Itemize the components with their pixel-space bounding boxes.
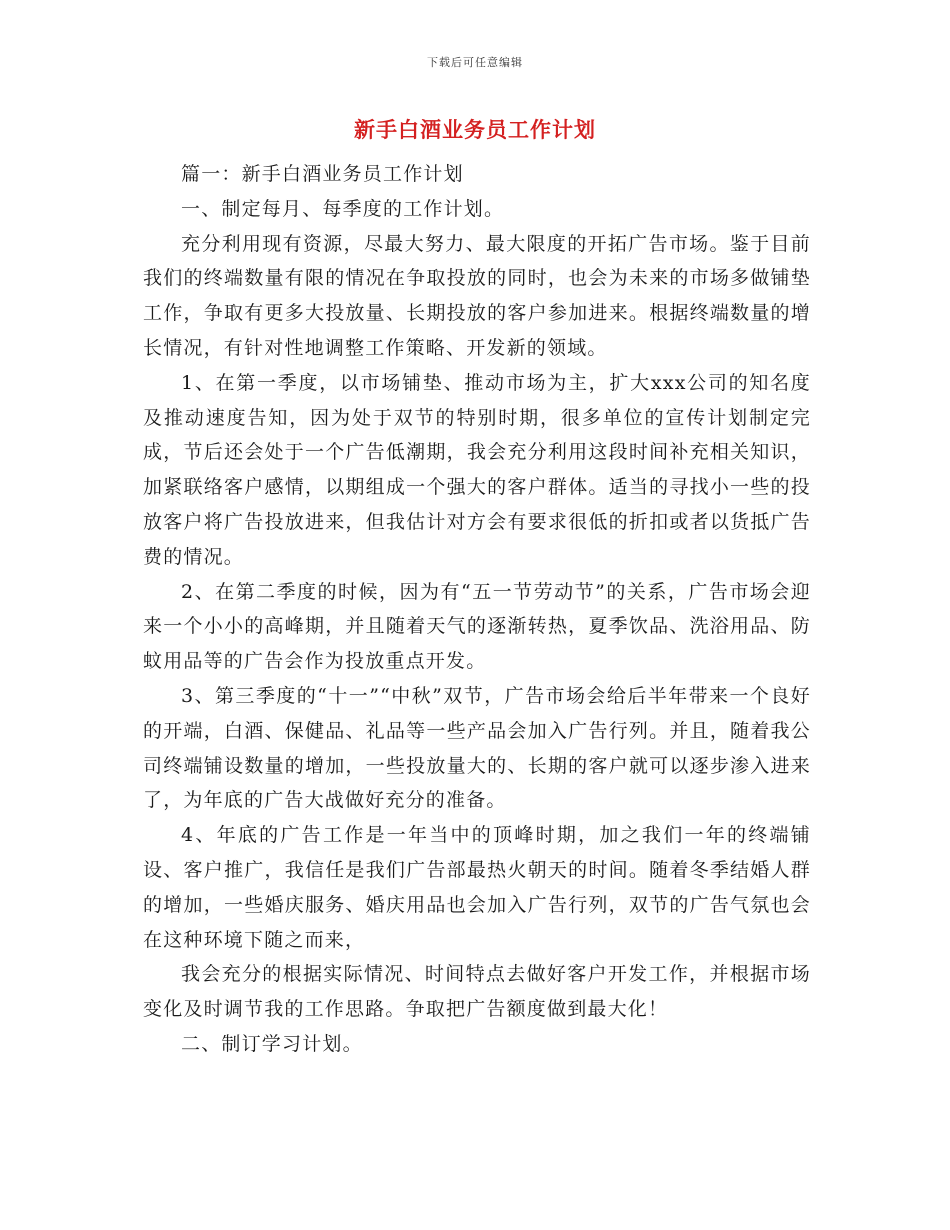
- body-paragraph: 充分利用现有资源，尽最大努力、最大限度的开拓广告市场。鉴于目前我们的终端数量有限的情况在争取投放的同时，也会为未来的市场多做铺垫工作，争取有更多大投放量、长期投放的客户参加进来。根据终端数量的增长情况，有针对性地调整工作策略、开发新的领域。: [143, 232, 811, 359]
- body-paragraph: 1、在第一季度，以市场铺垫、推动市场为主，扩大xxx公司的知名度及推动速度告知，因为处于双节的特别时期，很多单位的宣传计划制定完成，节后还会处于一个广告低潮期，我会充分利用这段时间补充相关知识，加紧联络客户感情，以期组成一个强大的客户群体。适当的寻找小一些的投放客户将广告投放进来，但我估计对方会有要求很低的折扣或者以货抵广告费的情况。: [143, 371, 811, 568]
- body-paragraph: 2、在第二季度的时候，因为有“五一节劳动节”的关系，广告市场会迎来一个小小的高峰期，并且随着天气的逐渐转热，夏季饮品、洗浴用品、防蚊用品等的广告会作为投放重点开发。: [143, 580, 811, 673]
- section-heading: 篇一：新手白酒业务员工作计划: [181, 163, 464, 185]
- body-paragraph: 3、第三季度的“十一”“中秋”双节，广告市场会给后半年带来一个良好的开端，白酒、保健品、礼品等一些产品会加入广告行列。并且，随着我公司终端铺设数量的增加，一些投放量大的、长期的客户就可以逐步渗入进来了，为年底的广告大战做好充分的准备。: [143, 684, 811, 812]
- section-heading: 二、制订学习计划。: [181, 1032, 363, 1055]
- body-paragraph: 4、年底的广告工作是一年当中的顶峰时期，加之我们一年的终端铺设、客户推广，我信任是我们广告部最热火朝天的时间。随着冬季结婚人群的增加，一些婚庆服务、婚庆用品也会加入广告行列，双节的广告气氛也会在这种环境下随之而来，: [143, 824, 811, 951]
- document-body: [143, 157, 811, 1062]
- section-heading: 一、制定每月、每季度的工作计划。: [181, 197, 505, 220]
- body-paragraph: 我会充分的根据实际情况、时间特点去做好客户开发工作，并根据市场变化及时调节我的工作思路。争取把广告额度做到最大化！: [143, 963, 811, 1021]
- page-header-note: 下载后可任意编辑: [427, 56, 523, 69]
- document-title: 新手白酒业务员工作计划: [354, 117, 596, 142]
